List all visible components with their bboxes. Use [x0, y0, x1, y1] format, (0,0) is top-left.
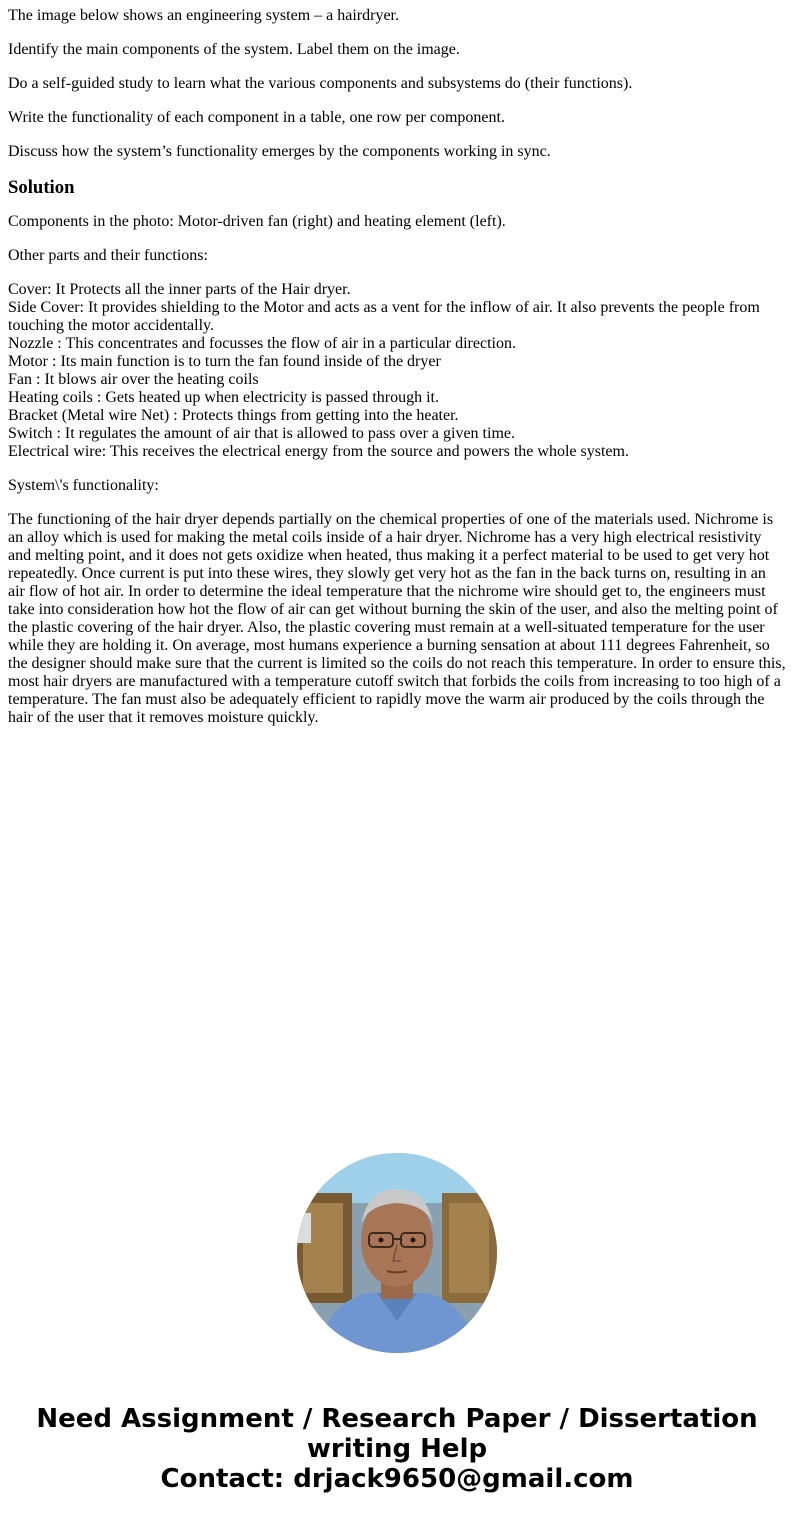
person-portrait-icon — [297, 1153, 497, 1353]
question-task-discuss: Discuss how the system’s functionality emerges by the components working in sync. — [8, 143, 551, 160]
list-item: Switch : It regulates the amount of air that is allowed to pass over a given time. — [8, 425, 515, 442]
list-item: Side Cover: It provides shielding to the Motor and acts as a vent for the inflow of air. It also prevents the people from touching the motor accidentally. — [8, 299, 760, 334]
parts-list — [8, 281, 786, 461]
promo-line: Need Assignment / Research Paper / Dissertation — [36, 1404, 758, 1434]
system-functionality-paragraph: The functioning of the hair dryer depends partially on the chemical properties of one of the materials used. Nichrome is an alloy which is used for making the metal coils inside of a hair dryer. Nichrome has a very high electrical resistivity and melting point, and it does not gets oxidize when heated, thus making it a perfect material to be used to get very hot repeatedly. Once current is put into these wires, they slowly get very hot as the fan in the back turns on, resulting in an air flow of hot air. In order to determine the ideal temperature that the nichrome wire should get to, the engineers must take into consideration how hot the flow of air can get without burning the skin of the user, and also the melting point of the plastic covering of the hair dryer. Also, the plastic covering must remain at a well-situated temperature for the user while they are holding it. On average, most humans experience a burning sensation at about 111 degrees Fahrenheit, so the designer should make sure that the current is limited so the coils do not reach this temperature. In order to ensure this, most hair dryers are manufactured with a temperature cutoff switch that forbids the coils from increasing to too high of a temperature. The fan must also be adequately efficient to rapidly move the warm air produced by the coils through the hair of the user that it removes moisture quickly. — [8, 511, 786, 726]
avatar — [297, 1153, 497, 1353]
promo-banner — [0, 1404, 794, 1494]
document-content — [8, 0, 786, 743]
list-item: Bracket (Metal wire Net) : Protects things from getting into the heater. — [8, 407, 459, 424]
list-item: Heating coils : Gets heated up when electricity is passed through it. — [8, 389, 439, 406]
question-task-study: Do a self-guided study to learn what the various components and subsystems do (their functions). — [8, 75, 633, 92]
promo-line: writing Help — [306, 1434, 488, 1464]
question-task-table: Write the functionality of each component in a table, one row per component. — [8, 109, 505, 126]
other-parts-heading: Other parts and their functions: — [8, 247, 208, 264]
list-item: Cover: It Protects all the inner parts of the Hair dryer. — [8, 281, 351, 298]
question-intro: The image below shows an engineering system – a hairdryer. — [8, 7, 399, 24]
promo-contact: Contact: drjack9650@gmail.com — [160, 1464, 634, 1494]
list-item: Motor : Its main function is to turn the fan found inside of the dryer — [8, 353, 441, 370]
solution-heading: Solution — [8, 177, 75, 198]
list-item: Nozzle : This concentrates and focusses the flow of air in a particular direction. — [8, 335, 516, 352]
components-in-photo: Components in the photo: Motor-driven fan (right) and heating element (left). — [8, 213, 506, 230]
list-item: Electrical wire: This receives the electrical energy from the source and powers the whole system. — [8, 443, 629, 460]
system-functionality-heading: System\'s functionality: — [8, 477, 159, 494]
question-task-label: Identify the main components of the system. Label them on the image. — [8, 41, 460, 58]
list-item: Fan : It blows air over the heating coils — [8, 371, 259, 388]
